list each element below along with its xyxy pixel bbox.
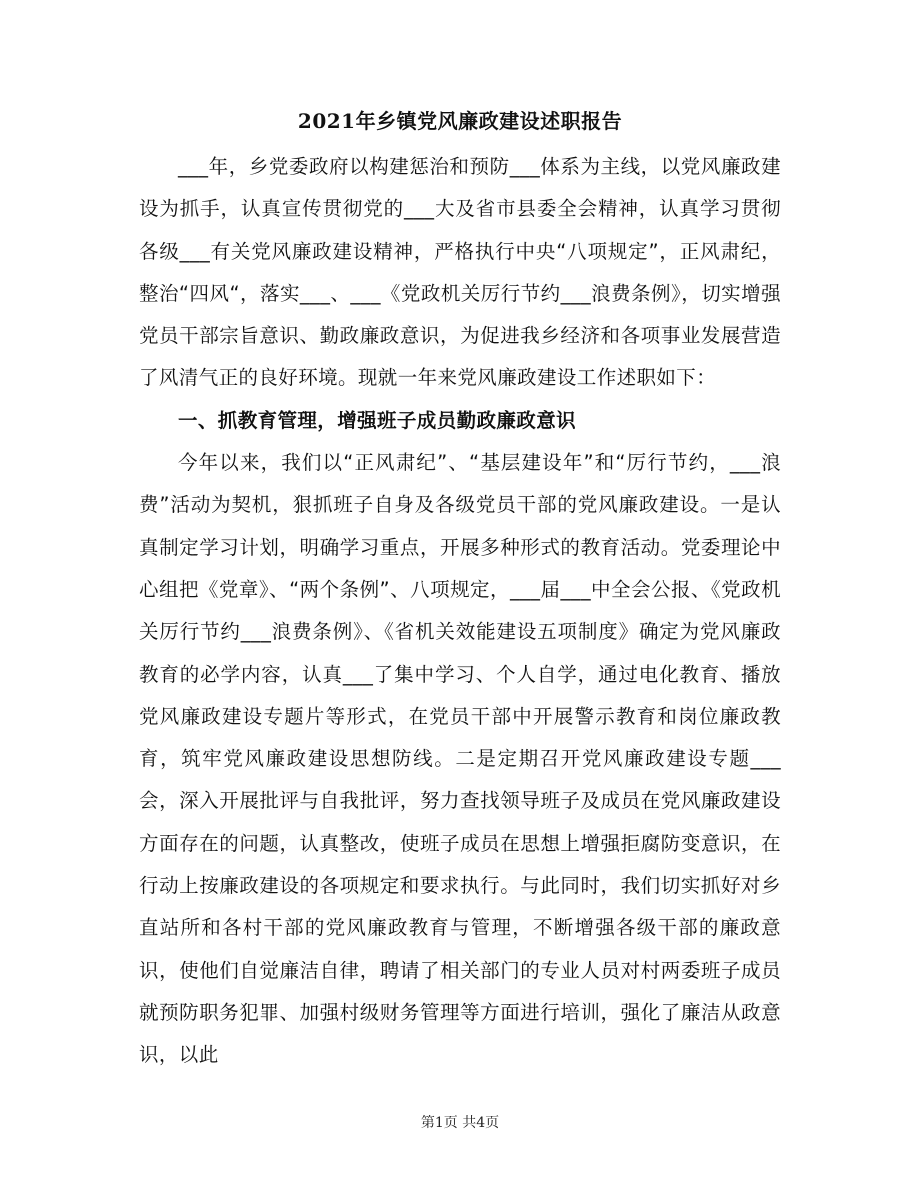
section-heading: 一、抓教育管理，增强班子成员勤政廉政意识 xyxy=(178,408,577,432)
document-title: 2021年乡镇党风廉政建设述职报告 xyxy=(297,109,623,133)
page-indicator: 第1页 共4页 xyxy=(420,1115,500,1131)
section-paragraph: 今年以来，我们以“正风肃纪”、“基层建设年”和“厉行节约，___浪费”活动为契机，狠抓班子自身及各级党员干部的党风廉政建设。一是认真制定学习计划，明确学习重点，开展多种形式的教育活动。党委理论中心组把《党章》、“两个条例”、八项规定，___届___中全会公报、《党政机关厉行节约___浪费条例》、《省机关效能建设五项制度》确定为党风廉政教育的必学内容，认真___了集中学习、个人自学，通过电化教育、播放党风廉政建设专题片等形式，在党员干部中开展警示教育和岗位廉政教育，筑牢党风廉政建设思想防线。二是定期召开党风廉政建设专题___会，深入开展批评与自我批评，努力查找领导班子及成员在党风廉政建设方面存在的问题，认真整改，使班子成员在思想上增强拒腐防变意识，在行动上按廉政建设的各项规定和要求执行。与此同时，我们切实抓好对乡直站所和各村干部的党风廉政教育与管理，不断增强各级干部的廉政意识，使他们自觉廉洁自律，聘请了相关部门的专业人员对村两委班子成员就预防职务犯罪、加强村级财务管理等方面进行培训，强化了廉洁从政意识，以此 xyxy=(139,451,781,1067)
document-body xyxy=(139,146,781,1077)
intro-paragraph: ___年，乡党委政府以构建惩治和预防___体系为主线，以党风廉政建设为抓手，认真宣传贯彻党的___大及省市县委全会精神，认真学习贯彻各级___有关党风廉政建设精神，严格执行中央“八项规定”，正风肃纪，整治“四风“，落实___、___《党政机关厉行节约___浪费条例》，切实增强党员干部宗旨意识、勤政廉政意识，为促进我乡经济和各项事业发展营造了风清气正的良好环境。现就一年来党风廉政建设工作述职如下： xyxy=(139,155,781,390)
